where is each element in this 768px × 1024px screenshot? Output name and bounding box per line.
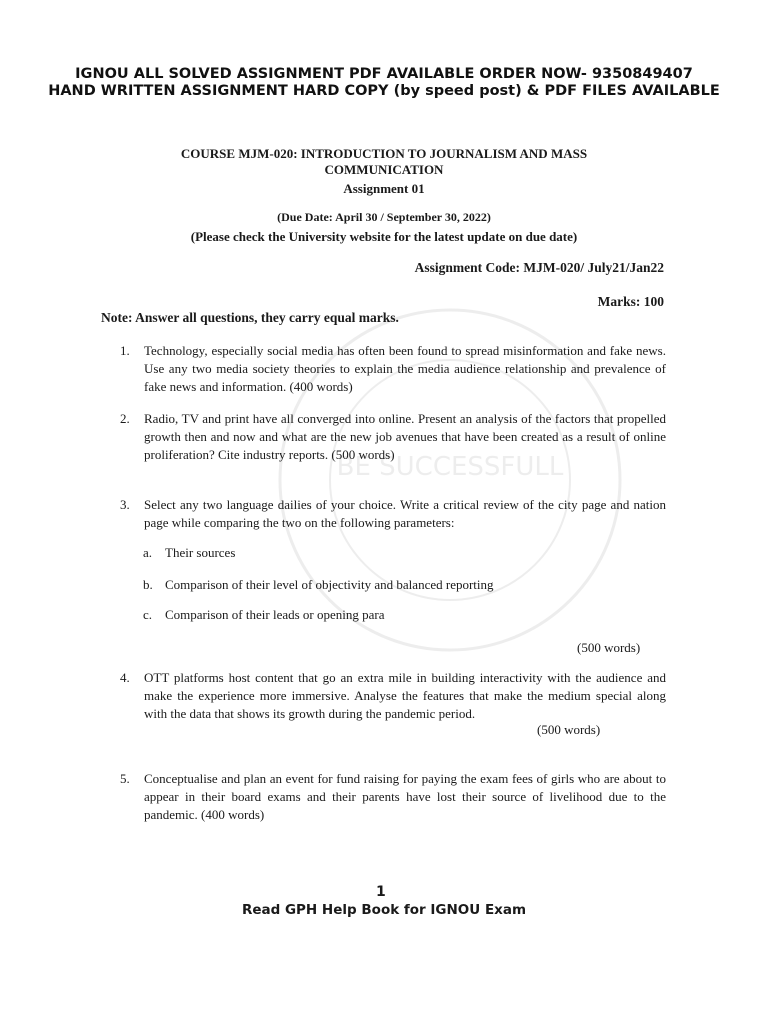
page-number: 1 [376, 884, 386, 900]
subitem-letter: a. [143, 545, 153, 560]
instructions-note: Note: Answer all questions, they carry equal marks. [101, 310, 399, 325]
assignment-code: Assignment Code: MJM-020/ July21/Jan22 [414, 260, 664, 275]
question-text: OTT platforms host content that go an extra mile in building interactivity with the audience and make the experience more immersive. Analyse the features that make the medium special along with the data that shows its growth during the pandemic period. [144, 670, 666, 721]
question-number: 1. [120, 343, 130, 358]
course-title-line2: COMMUNICATION [324, 162, 444, 177]
question-4 [120, 669, 666, 723]
question-3 [120, 496, 666, 532]
question-5 [120, 770, 666, 824]
svg-text:BE SUCCESSFULL: BE SUCCESSFULL [336, 452, 564, 482]
question-4-word-count: (500 words) [537, 722, 601, 737]
promo-banner-line2: HAND WRITTEN ASSIGNMENT HARD COPY (by speed post) & PDF FILES AVAILABLE [48, 83, 720, 99]
question-text: Select any two language dailies of your choice. Write a critical review of the city page and nation page while comparing the two on the following parameters: [144, 497, 666, 530]
question-number: 2. [120, 411, 130, 426]
question-3-subitem-b [143, 577, 494, 593]
subitem-letter: b. [143, 577, 153, 592]
question-number: 5. [120, 771, 130, 786]
question-3-subitem-a [143, 545, 235, 561]
question-number: 4. [120, 670, 130, 685]
subitem-text: Comparison of their level of objectivity and balanced reporting [165, 577, 494, 592]
promo-banner-line1: IGNOU ALL SOLVED ASSIGNMENT PDF AVAILABLE ORDER NOW- 9350849407 [75, 66, 693, 82]
question-3-subitem-c [143, 607, 385, 623]
due-date-check-note: (Please check the University website for the latest update on due date) [190, 229, 578, 244]
total-marks: Marks: 100 [597, 294, 664, 309]
question-3-word-count: (500 words) [577, 640, 641, 655]
footer-promo: Read GPH Help Book for IGNOU Exam [241, 902, 527, 918]
course-title-line1: COURSE MJM-020: INTRODUCTION TO JOURNALISM AND MASS [180, 146, 588, 161]
question-text: Radio, TV and print have all converged into online. Present an analysis of the factors that propelled growth then and now and what are the new job avenues that have been created as a result of online proliferation? Cite industry reports. (500 words) [144, 411, 666, 462]
question-1 [120, 342, 666, 396]
subitem-letter: c. [143, 607, 153, 622]
due-date: (Due Date: April 30 / September 30, 2022) [277, 210, 491, 224]
question-number: 3. [120, 497, 130, 512]
question-2 [120, 410, 666, 464]
assignment-number: Assignment 01 [343, 181, 425, 196]
question-text: Conceptualise and plan an event for fund raising for paying the exam fees of girls who are about to appear in their board exams and their parents have lost their source of livelihood due to the pandemic. (400 words) [144, 771, 666, 822]
subitem-text: Their sources [165, 545, 236, 560]
subitem-text: Comparison of their leads or opening para [165, 607, 385, 622]
question-text: Technology, especially social media has often been found to spread misinformation and fake news. Use any two media society theories to explain the media audience relationship and prevalence of fake news and information. (400 words) [144, 343, 666, 394]
